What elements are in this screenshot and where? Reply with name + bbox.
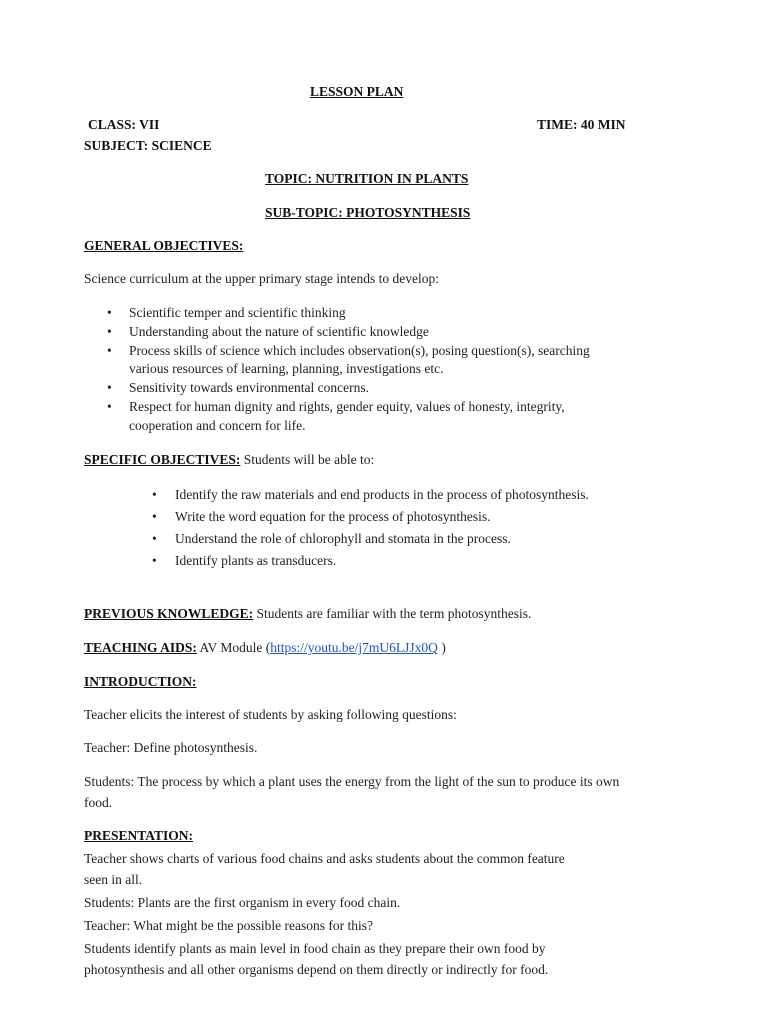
previous-knowledge-heading: PREVIOUS KNOWLEDGE:	[84, 606, 254, 621]
general-objectives-heading: GENERAL OBJECTIVES:	[84, 238, 244, 253]
specific-objective-item: Understand the role of chlorophyll and stomata in the process.	[175, 531, 511, 546]
time-label: TIME: 40 MIN	[537, 117, 626, 132]
general-objective-item: Sensitivity towards environmental concerns.	[129, 380, 369, 395]
introduction-text: Teacher elicits the interest of students by asking following questions:	[84, 707, 457, 722]
topic-heading: TOPIC: NUTRITION IN PLANTS	[265, 171, 469, 186]
teaching-aids-line	[84, 640, 446, 656]
specific-objectives-lead: Students will be able to:	[240, 452, 375, 467]
specific-objective-item: Identify the raw materials and end products in the process of photosynthesis.	[175, 487, 589, 502]
introduction-text: Students: The process by which a plant uses the energy from the light of the sun to produce its own	[84, 774, 620, 789]
specific-objective-item: Write the word equation for the process of photosynthesis.	[175, 509, 491, 524]
specific-objective-item: Identify plants as transducers.	[175, 553, 337, 568]
introduction-text-continued: food.	[84, 795, 113, 810]
document-title: LESSON PLAN	[310, 84, 404, 99]
bullet-icon: •	[152, 531, 157, 546]
specific-objectives-line	[84, 452, 374, 468]
subject-label: SUBJECT: SCIENCE	[84, 138, 212, 153]
bullet-icon: •	[152, 487, 157, 502]
specific-objectives-heading: SPECIFIC OBJECTIVES:	[84, 452, 241, 467]
general-objective-item-continued: cooperation and concern for life.	[129, 418, 306, 433]
bullet-icon: •	[107, 343, 112, 358]
general-objective-item: Process skills of science which includes observation(s), posing question(s), searching	[129, 343, 590, 358]
bullet-icon: •	[152, 509, 157, 524]
presentation-text: Teacher: What might be the possible reasons for this?	[84, 918, 373, 933]
introduction-heading: INTRODUCTION:	[84, 674, 197, 689]
teaching-aids-close: )	[437, 640, 446, 655]
general-objective-item: Scientific temper and scientific thinking	[129, 305, 346, 320]
subtopic-heading: SUB-TOPIC: PHOTOSYNTHESIS	[265, 205, 471, 220]
bullet-icon: •	[107, 305, 112, 320]
presentation-text: Students identify plants as main level in food chain as they prepare their own food by	[84, 941, 546, 956]
presentation-text-continued: seen in all.	[84, 872, 143, 887]
presentation-text: Students: Plants are the first organism in every food chain.	[84, 895, 401, 910]
presentation-text-continued: photosynthesis and all other organisms depend on them directly or indirectly for food.	[84, 962, 549, 977]
presentation-heading: PRESENTATION:	[84, 828, 194, 843]
introduction-text: Teacher: Define photosynthesis.	[84, 740, 258, 755]
general-objectives-intro: Science curriculum at the upper primary stage intends to develop:	[84, 271, 440, 286]
av-module-link[interactable]: https://youtu.be/j7mU6LJJx0Q	[270, 640, 438, 655]
bullet-icon: •	[152, 553, 157, 568]
previous-knowledge-text: Students are familiar with the term photosynthesis.	[253, 606, 532, 621]
general-objective-item-continued: various resources of learning, planning, investigations etc.	[129, 361, 444, 376]
presentation-text: Teacher shows charts of various food chains and asks students about the common feature	[84, 851, 565, 866]
class-label: CLASS: VII	[88, 117, 160, 132]
general-objective-item: Respect for human dignity and rights, gender equity, values of honesty, integrity,	[129, 399, 565, 414]
bullet-icon: •	[107, 399, 112, 414]
bullet-icon: •	[107, 380, 112, 395]
general-objective-item: Understanding about the nature of scientific knowledge	[129, 324, 429, 339]
teaching-aids-heading: TEACHING AIDS:	[84, 640, 197, 655]
bullet-icon: •	[107, 324, 112, 339]
previous-knowledge-line	[84, 606, 531, 622]
teaching-aids-text: AV Module (	[196, 640, 271, 655]
